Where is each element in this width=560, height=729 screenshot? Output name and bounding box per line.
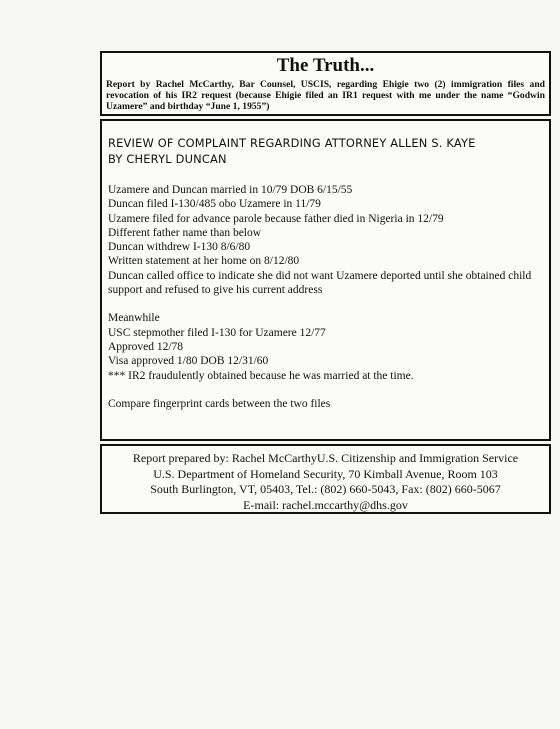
document-title: The Truth... bbox=[276, 55, 375, 76]
review-heading bbox=[108, 135, 543, 167]
review-line: *** IR2 fraudulently obtained because he was married at the time. bbox=[108, 369, 414, 382]
review-heading-line-1: REVIEW OF COMPLAINT REGARDING ATTORNEY ALLEN S. KAYE bbox=[108, 136, 476, 150]
review-heading-line-2: BY CHERYL DUNCAN bbox=[108, 152, 227, 166]
header-box bbox=[100, 51, 551, 116]
review-line: Approved 12/78 bbox=[108, 340, 184, 353]
review-line: Different father name than below bbox=[108, 226, 262, 239]
spacer bbox=[108, 383, 543, 397]
footer-line-address: South Burlington, VT, 05403, Tel.: (802) 660-5043, Fax: (802) 660-5067 bbox=[150, 482, 501, 496]
spacer bbox=[108, 297, 543, 311]
review-line: Uzamere filed for advance parole because father died in Nigeria in 12/79 bbox=[108, 212, 444, 225]
review-line: Written statement at her home on 8/12/80 bbox=[108, 255, 300, 268]
footer-line-email: E-mail: rachel.mccarthy@dhs.gov bbox=[243, 497, 408, 512]
footer-line-prepared-by: Report prepared by: Rachel McCarthyU.S. Citizenship and Immigration Service bbox=[132, 451, 519, 465]
review-line: Duncan called office to indicate she did not want Uzamere deported until she obtained child support and refused to give his current address bbox=[108, 269, 532, 297]
footer-box bbox=[100, 444, 551, 514]
review-line: Visa approved 1/80 DOB 12/31/60 bbox=[108, 355, 269, 368]
review-line: USC stepmother filed I-130 for Uzamere 12/77 bbox=[108, 326, 326, 339]
review-line: Duncan withdrew I-130 8/6/80 bbox=[108, 241, 251, 254]
review-line: Duncan filed I-130/485 obo Uzamere in 11/79 bbox=[108, 198, 321, 211]
document-subtitle: Report by Rachel McCarthy, Bar Counsel, USCIS, regarding Ehigie two (2) immigration files and revocation of his IR2 request (because Ehigie filed an IR1 request with me under the name “Godwin Uzamere” and birthday “June 1, 1955”) bbox=[106, 79, 545, 112]
review-closing-line: Compare fingerprint cards between the two files bbox=[108, 397, 331, 410]
review-line: Uzamere and Duncan married in 10/79 DOB 6/15/55 bbox=[108, 184, 353, 196]
review-line: Meanwhile bbox=[108, 312, 160, 325]
review-box bbox=[100, 119, 551, 441]
footer-line-department: U.S. Department of Homeland Security, 70 Kimball Avenue, Room 103 bbox=[153, 466, 498, 481]
